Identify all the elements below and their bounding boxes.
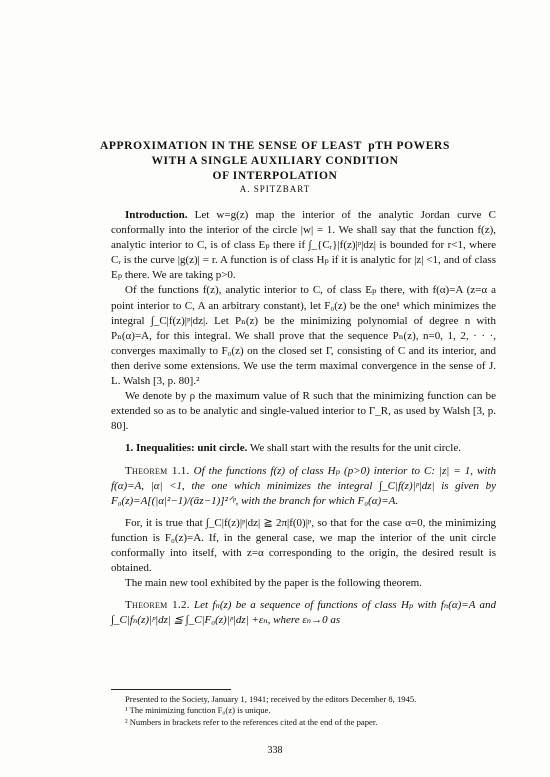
paragraph [111,283,496,389]
page-number: 338 [267,745,283,756]
paragraph-text: For, it is true that ∫_C|f(z)|ᵖ|dz| ≧ 2π|f(0)|ᵖ, so that for the case α=0, the minimizing function is F₀(z)=A. If, in the general case, we map the interior of the unit circle conformally into itself, with z=α corresponding to the origin, the desired result is obtained. [111,516,496,575]
paragraph-text: Of the functions f(z), analytic interior to C, of class Eₚ there, with f(α)=A (z=α a point interior to C, A an arbitrary constant), let F₀(z) be the one¹ which minimizes the integral ∫_C|f(z)|ᵖ|dz|. Let Pₙ(z) be the minimizing polynomial of degree n with Pₙ(α)=A, for this integral. We shall prove that the sequence Pₙ(z), n=0, 1, 2, · · ·, converges maximally to F₀(z) on the closed set Γ, consisting of C and its interior, and then derive some extensions. We use the term maximal convergence in the sense of J. L. Walsh [3, p. 80].² [111,284,496,388]
paragraph-text: Let w=g(z) map the interior of the analytic Jordan curve C conformally into the interior of the circle |w| = 1. We shall say that the function f(z), analytic interior to C, is of class Eₚ there if ∫_{Cᵣ}|f(z)|ᵖ|dz| is bounded for r<1, where Cᵣ is the curve |g(z)| = r. A function is of class Hₚ if it is analytic for |z| <1, and of class Eₚ there. We are taking p>0. [111,209,496,282]
footnote-1: ¹ The minimizing function F₀(z) is unique. [125,705,271,716]
paragraph-text: We denote by ρ the maximum value of R such that the minimizing function can be extended so as to be analytic and single-valued interior to Γ_R, as used by Walsh [3, p. 80]. [111,390,496,433]
title-line-3: OF INTERPOLATION [212,170,338,182]
footnote-received: Presented to the Society, January 1, 1941; received by the editors December 8, 1945. [125,694,417,704]
theorem-statement: Of the functions f(z) of class Hₚ (p>0) interior to C: |z| = 1, with f(α)=A, |α| <1, the one which minimizes the integral ∫_C|f(z)|ᵖ|dz| is given by F₀(z)=A[(|α|²−1)/(ᾱz−1)]²ᐟᵖ, with the branch for which F₀(α)=A. [111,464,496,507]
paragraph [111,576,496,591]
article-body [111,208,496,628]
paragraph-proof [111,516,496,576]
footnotes [111,694,496,728]
title-line-2: WITH A SINGLE AUXILIARY CONDITION [151,155,399,167]
paragraph-text: The main new tool exhibited by the paper is the following theorem. [125,577,422,590]
footnote-2: ² Numbers in brackets refer to the references cited at the end of the paper. [125,716,378,727]
section-heading-introduction: Introduction. [125,209,188,221]
theorem-1-2 [111,598,496,628]
theorem-statement: Let fₙ(z) be a sequence of functions of class Hₚ with fₙ(α)=A and ∫_C|fₙ(z)|ᵖ|dz| ≦ ∫_C|F₀(z)|ᵖ|dz| +εₙ, where εₙ→0 as [111,599,496,627]
footnote-divider [111,689,231,690]
author-name: A. SPITZBART [239,184,311,194]
theorem-label: Theorem 1.1. [125,464,190,477]
paragraph [111,389,496,434]
section-heading-inequalities: 1. Inequalities: unit circle. [125,442,248,455]
theorem-1-1 [111,464,496,509]
title-line-1: APPROXIMATION IN THE SENSE OF LEAST pTH POWERS [100,140,450,152]
paragraph-introduction [111,208,496,283]
paragraph-text: We shall start with the results for the unit circle. [247,442,461,455]
theorem-label: Theorem 1.2. [125,599,190,612]
paragraph-section-1 [111,441,496,456]
